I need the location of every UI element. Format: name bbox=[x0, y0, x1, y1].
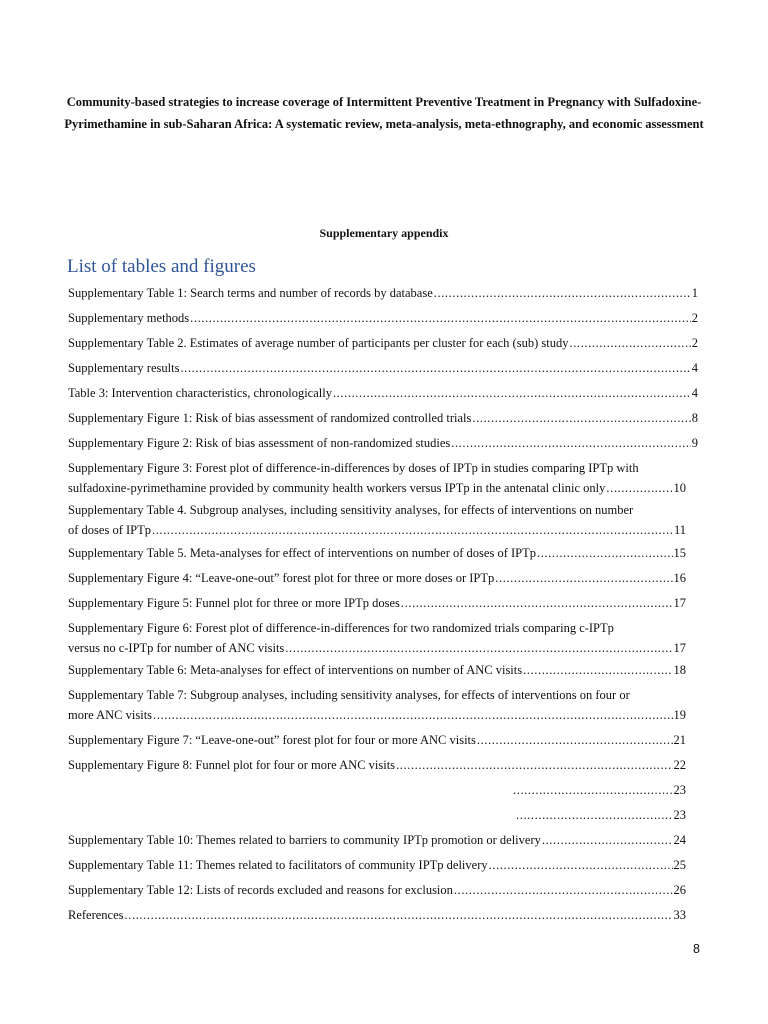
toc-entry-title: Supplementary Figure 7: “Leave-one-out” forest plot for four or more ANC visits bbox=[68, 733, 476, 747]
toc-entry-page: 9 bbox=[691, 436, 698, 450]
toc-entry-first-line: Supplementary Table 4. Subgroup analyses, including sensitivity analyses, for effects of interventions on number bbox=[68, 503, 634, 517]
toc-entry[interactable] bbox=[68, 685, 686, 725]
toc-entry-title: Supplementary Figure 5: Funnel plot for three or more IPTp doses bbox=[68, 596, 400, 610]
appendix-subtitle: Supplementary appendix bbox=[319, 226, 449, 240]
dot-leader bbox=[513, 780, 673, 800]
toc-entry-title: more ANC visits bbox=[68, 708, 153, 722]
toc-entry[interactable] bbox=[68, 730, 686, 750]
toc-entry[interactable] bbox=[68, 433, 698, 453]
toc-entry-title: versus no c-IPTp for number of ANC visits bbox=[68, 641, 285, 655]
toc-entry-title: of doses of IPTp bbox=[68, 523, 151, 537]
toc-entry[interactable] bbox=[68, 593, 686, 613]
toc-entry-page: 11 bbox=[673, 523, 686, 537]
toc-entry-title: Supplementary Table 12: Lists of records excluded and reasons for exclusion bbox=[68, 883, 453, 897]
toc-entry[interactable] bbox=[68, 383, 698, 403]
dot-leader bbox=[542, 830, 673, 850]
toc-entry-title: Supplementary results bbox=[68, 361, 180, 375]
toc-entry-title: Table 3: Intervention characteristics, chronologically bbox=[68, 386, 332, 400]
toc-entry[interactable] bbox=[68, 660, 686, 680]
toc-entry[interactable] bbox=[68, 618, 686, 658]
toc-entry[interactable] bbox=[68, 755, 686, 775]
toc-entry-page: 21 bbox=[673, 733, 686, 747]
toc-heading: List of tables and figures bbox=[67, 256, 256, 277]
dot-leader bbox=[537, 543, 673, 563]
dot-leader bbox=[569, 333, 690, 353]
dot-leader bbox=[190, 308, 691, 328]
dot-leader bbox=[333, 383, 691, 403]
toc-entry-title: Supplementary Table 5. Meta-analyses for effect of interventions on number of doses of IPTp bbox=[68, 546, 536, 560]
toc-entry[interactable] bbox=[68, 333, 698, 353]
toc-entry[interactable] bbox=[68, 308, 698, 328]
dot-leader bbox=[495, 568, 672, 588]
dot-leader bbox=[285, 638, 672, 658]
dot-leader bbox=[606, 478, 672, 498]
dot-leader bbox=[153, 705, 672, 725]
toc-entry-page: 25 bbox=[673, 858, 686, 872]
toc-entry-title: Supplementary Figure 4: “Leave-one-out” forest plot for three or more doses or IPTp bbox=[68, 571, 495, 585]
toc-entry[interactable] bbox=[68, 543, 686, 563]
toc-entry-first-line: Supplementary Table 7: Subgroup analyses, including sensitivity analyses, for effects of interventions on four or bbox=[68, 688, 630, 702]
toc-entry-page: 8 bbox=[691, 411, 698, 425]
toc-entry-page: 24 bbox=[673, 833, 686, 847]
dot-leader bbox=[489, 855, 673, 875]
toc-entry-page: 4 bbox=[691, 361, 698, 375]
toc-entry-page: 2 bbox=[691, 336, 698, 350]
toc-entry-title: Supplementary Figure 1: Risk of bias assessment of randomized controlled trials bbox=[68, 411, 472, 425]
toc-entry-title: sulfadoxine-pyrimethamine provided by community health workers versus IPTp in the antenatal clinic only bbox=[68, 481, 606, 495]
dot-leader bbox=[152, 520, 673, 540]
page-number: 8 bbox=[693, 942, 700, 956]
toc-entry-first-line: Supplementary Figure 3: Forest plot of difference-in-differences by doses of IPTp in studies comparing IPTp with bbox=[68, 461, 639, 475]
toc-entry-page: 17 bbox=[673, 596, 686, 610]
toc-entry-page: 17 bbox=[673, 641, 686, 655]
toc-entry-page: 18 bbox=[673, 663, 686, 677]
dot-leader bbox=[477, 730, 673, 750]
toc-entry[interactable] bbox=[68, 408, 698, 428]
dot-leader bbox=[516, 805, 673, 825]
toc-entry[interactable] bbox=[68, 358, 698, 378]
dot-leader bbox=[180, 358, 690, 378]
dot-leader bbox=[125, 905, 673, 925]
dot-leader bbox=[523, 660, 672, 680]
toc-entry[interactable] bbox=[68, 568, 686, 588]
toc-entry-title: Supplementary Table 1: Search terms and number of records by database bbox=[68, 286, 433, 300]
toc-entry[interactable] bbox=[68, 855, 686, 875]
toc-entry-page: 23 bbox=[673, 783, 686, 797]
toc-entry-page: 26 bbox=[673, 883, 686, 897]
toc-entry-first-line: Supplementary Figure 6: Forest plot of difference-in-differences for two randomized trials comparing c-IPTp bbox=[68, 621, 614, 635]
toc-entry[interactable] bbox=[68, 830, 686, 850]
dot-leader bbox=[472, 408, 690, 428]
toc-entry-page: 22 bbox=[673, 758, 686, 772]
dot-leader bbox=[396, 755, 672, 775]
toc-entry-page: 19 bbox=[673, 708, 686, 722]
toc-entry-title: References bbox=[68, 908, 124, 922]
toc-entry-title: Supplementary Table 6: Meta-analyses for effect of interventions on number of ANC visits bbox=[68, 663, 523, 677]
toc-entry-title: Supplementary Figure 8: Funnel plot for four or more ANC visits bbox=[68, 758, 396, 772]
toc-entry[interactable] bbox=[68, 880, 686, 900]
toc-entry-page: 4 bbox=[691, 386, 698, 400]
toc-entry[interactable] bbox=[512, 780, 686, 800]
toc-entry-page: 33 bbox=[673, 908, 686, 922]
toc-entry-page: 10 bbox=[673, 481, 686, 495]
toc-entry-title: Supplementary Table 10: Themes related to barriers to community IPTp promotion or delivery bbox=[68, 833, 541, 847]
toc-entry-page: 2 bbox=[691, 311, 698, 325]
toc-entry-title: Supplementary Table 2. Estimates of average number of participants per cluster for each (sub) study bbox=[68, 336, 569, 350]
toc-entry-title: Supplementary methods bbox=[68, 311, 190, 325]
toc-entry-title: Supplementary Figure 2: Risk of bias assessment of non-randomized studies bbox=[68, 436, 451, 450]
dot-leader bbox=[401, 593, 673, 613]
toc-entry-page: 15 bbox=[673, 546, 686, 560]
toc-entry-page: 23 bbox=[673, 808, 686, 822]
toc-entry-title: Supplementary Table 11: Themes related to facilitators of community IPTp delivery bbox=[68, 858, 488, 872]
toc-entry[interactable] bbox=[515, 805, 686, 825]
toc-entry[interactable] bbox=[68, 458, 686, 498]
toc-entry-page: 1 bbox=[691, 286, 698, 300]
document-title: Community-based strategies to increase coverage of Intermittent Preventive Treatment in Pregnancy with Sulfadoxine-Pyrimethamine in sub-Saharan Africa: A systematic review, meta-analysis, meta-ethnography, and economic assessment bbox=[64, 95, 704, 131]
toc-entry[interactable] bbox=[68, 500, 686, 540]
dot-leader bbox=[451, 433, 691, 453]
toc-entry[interactable] bbox=[68, 905, 686, 925]
dot-leader bbox=[434, 283, 691, 303]
dot-leader bbox=[454, 880, 673, 900]
toc-entry[interactable] bbox=[68, 283, 698, 303]
toc-entry-page: 16 bbox=[673, 571, 686, 585]
